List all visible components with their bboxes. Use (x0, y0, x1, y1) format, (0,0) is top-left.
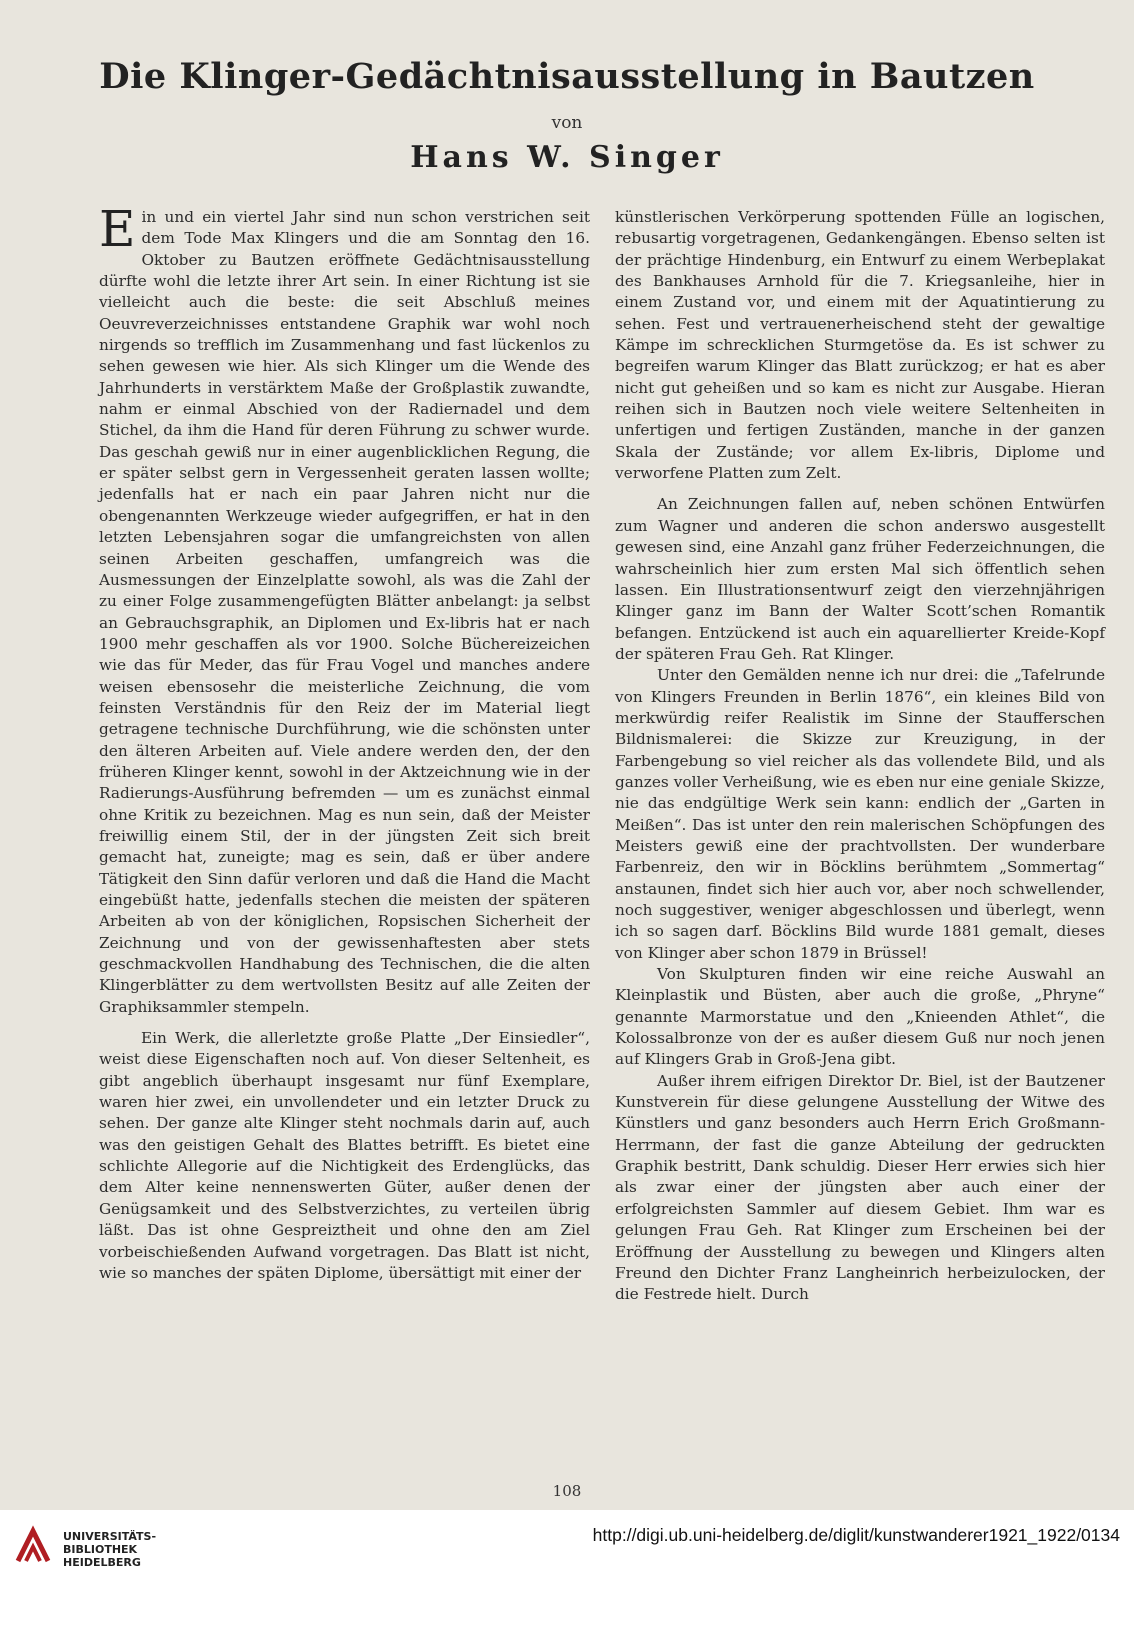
source-url[interactable]: http://digi.ub.uni-heidelberg.de/diglit/kunstwanderer1921_1922/0134 (592, 1525, 1120, 1545)
library-name (63, 1530, 156, 1569)
library-line: HEIDELBERG (63, 1556, 141, 1569)
byline: von (551, 113, 583, 133)
library-line: BIBLIOTHEK (63, 1543, 138, 1556)
paragraph: Von Skulpturen finden wir eine reiche Auswahl an Kleinplastik und Büsten, aber auch die große, „Phryne“ genannte Marmorstatue und den „Knieenden Athlet“, die Kolossalbronze von der es außer diesem Guß nur noch jenen auf Klingers Grab in Groß-Jena gibt. (615, 965, 1105, 1069)
drop-cap: E (99, 200, 136, 258)
right-column (615, 207, 1105, 1306)
author-name: Hans W. Singer (410, 140, 724, 175)
paragraph: Ein Werk, die allerletzte große Platte „Der Einsiedler“, weist diese Eigenschaften noch auf. Von dieser Seltenheit, es gibt angeblich überhaupt insgesamt nur fünf Exemplare, waren hier zwei, ein unvollendeter und ein letzter Druck zu sehen. Der ganze alte Klinger steht nochmals darin auf, auch was den geistigen Gehalt des Blattes betrifft. Es bietet eine schlichte Allegorie auf die Nichtigkeit des Erdenglücks, das dem Alter keine nennenswerten Güter, außer denen der Genügsamkeit und des Selbstverzichtes, zu verteilen übrig läßt. Das ist ohne Gespreiztheit und ohne den am Ziel vorbeischießenden Aufwand vorgetragen. Das Blatt ist nicht, wie so manches der späten Diplome, übersättigt mit einer der (99, 1029, 590, 1282)
library-line: UNIVERSITÄTS- (63, 1530, 157, 1543)
library-logo-icon (12, 1525, 54, 1567)
paragraph: Unter den Gemälden nenne ich nur drei: die „Tafelrunde von Klingers Freunden in Berlin 1876“, ein kleines Bild von merkwürdig reifer Realistik im Sinne der Staufferschen Bildnismalerei: die Skizze zur Kreuzigung, in der Farbengebung so viel reicher als das vollendete Bild, und als ganzes voller Verheißung, wie es eben nur eine geniale Skizze, nie das endgültige Werk sein kann: endlich der „Garten in Meißen“. Das ist unter den rein malerischen Schöpfungen des Meisters gewiß eine der prachtvollsten. Der wunderbare Farbenreiz, den wir in Böcklins berühmtem „Sommertag“ anstaunen, findet sich hier auch vor, aber noch schwellender, noch suggestiver, weniger abgeschlossen und überlegt, wenn ich so sagen darf. Böcklins Bild wurde 1881 gemalt, dieses von Klinger aber schon 1879 in Brüssel! (615, 666, 1105, 962)
article-title: Die Klinger-Gedächtnisausstellung in Bautzen (99, 56, 1035, 97)
left-column (99, 200, 590, 1284)
paragraph: künstlerischen Verkörperung spottenden Fülle an logischen, rebusartig vorgetragenen, Gedankengängen. Ebenso selten ist der prächtige Hindenburg, ein Entwurf zu einem Werbeplakat des Bankhauses Arnhold für die 7. Kriegsanleihe, hier in einem Zustand vor, und einem mit der Aquatintierung zu sehen. Fest und vertrauenerheischend steht der gewaltige Kämpe im schrecklichen Sturmgetöse da. Es ist schwer zu begreifen warum Klinger das Blatt zurückzog; er hat es aber nicht gut geheißen und so kam es nicht zur Ausgabe. Hieran reihen sich in Bautzen noch viele weitere Seltenheiten in unfertigen und fertigen Zuständen, manche in der ganzen Skala der Zustände; vor allem Ex-libris, Diplome und verworfene Platten zum Zelt. (615, 208, 1105, 483)
page-number: 108 (552, 1482, 582, 1500)
paragraph: Außer ihrem eifrigen Direktor Dr. Biel, ist der Bautzener Kunstverein für diese gelungene Ausstellung der Witwe des Künstlers und ganz besonders auch Herrn Erich Großmann-Herrmann, der fast die ganze Abteilung der gedruckten Graphik bestritt, Dank schuldig. Dieser Herr erwies sich hier als zwar einer der jüngsten aber auch einer der erfolgreichsten Sammler auf diesem Gebiet. Ihm war es gelungen Frau Geh. Rat Klinger zum Erscheinen bei der Eröffnung der Ausstellung zu bewegen und Klingers alten Freund den Dichter Franz Langheinrich herbeizulocken, der die Festrede hielt. Durch (615, 1071, 1105, 1304)
paragraph: Ein und ein viertel Jahr sind nun schon verstrichen seit dem Tode Max Klingers und die am Sonntag den 16. Oktober zu Bautzen eröffnete Gedächtnisausstellung dürfte wohl die letzte ihrer Art sein. In einer Richtung ist sie vielleicht auch die beste: die seit Abschluß meines Oeuvreverzeichnisses entstandene Graphik war wohl noch nirgends so trefflich im Zusammenhang und fast lückenlos zu sehen gewesen wie hier. Als sich Klinger um die Wende des Jahrhunderts in verstärktem Maße der Großplastik zuwandte, nahm er einmal Abschied von der Radiernadel und dem Stichel, da ihm die Hand für deren Führung zu schwer wurde. Das geschah gewiß nur in einer augenblicklichen Regung, die er später selbst gern in Vergessenheit geraten lassen wollte; jedenfalls hat er nach ein paar Jahren nicht nur die obengenannten Werkzeuge wieder aufgegriffen, er hat in den letzten Lebensjahren sogar die umfangreichsten von allen seinen Arbeiten geschaffen, umfangreich was die Ausmessungen der Einzelplatte sowohl, als was die Zahl der zu einer Folge zusammengefügten Blätter anbelangt: ja selbst an Gebrauchsgraphik, an Diplomen und Ex-libris hat er nach 1900 mehr geschaffen als vor 1900. Solche Büchereizeichen wie das für Meder, das für Frau Vogel und manches andere weisen ebensosehr die meisterliche Zeichnung, die vom feinsten Verständnis für den Reiz der im Material liegt getragene technische Durchführung, wie die schönsten unter den älteren Arbeiten auf. Viele andere werden den, der den früheren Klinger kennt, sowohl in der Aktzeichnung wie in der Radierungs-Ausführung befremden — um es zunächst einmal ohne Kritik zu bezeichnen. Mag es nun sein, daß der Meister freiwillig einem Stil, der in der jüngsten Zeit sich breit gemacht hat, zuneigte; mag es sein, daß er über andere Tätigkeit den Sinn dafür verloren und daß die Hand die Macht eingebüßt hatte, jedenfalls stechen die meisten der späteren Arbeiten ab von der königlichen, Ropsischen Sicherheit der Zeichnung und von der gewissenhaftesten aber stets geschmackvollen Handhabung des Technischen, die die alten Klingerblätter zu dem wertvollsten Besitz auf alle Zeiten der Graphiksammler stempeln. (99, 200, 590, 1016)
paragraph: An Zeichnungen fallen auf, neben schönen Entwürfen zum Wagner und anderen die schon anderswo ausgestellt gewesen sind, eine Anzahl ganz früher Federzeichnungen, die wahrscheinlich hier zum ersten Mal sich öffentlich sehen lassen. Ein Illustrationsentwurf zeigt den vierzehnjährigen Klinger ganz im Bann der Walter Scott’schen Romantik befangen. Entzückend ist auch ein aquarellierter Kreide-Kopf der späteren Frau Geh. Rat Klinger. (615, 495, 1105, 663)
